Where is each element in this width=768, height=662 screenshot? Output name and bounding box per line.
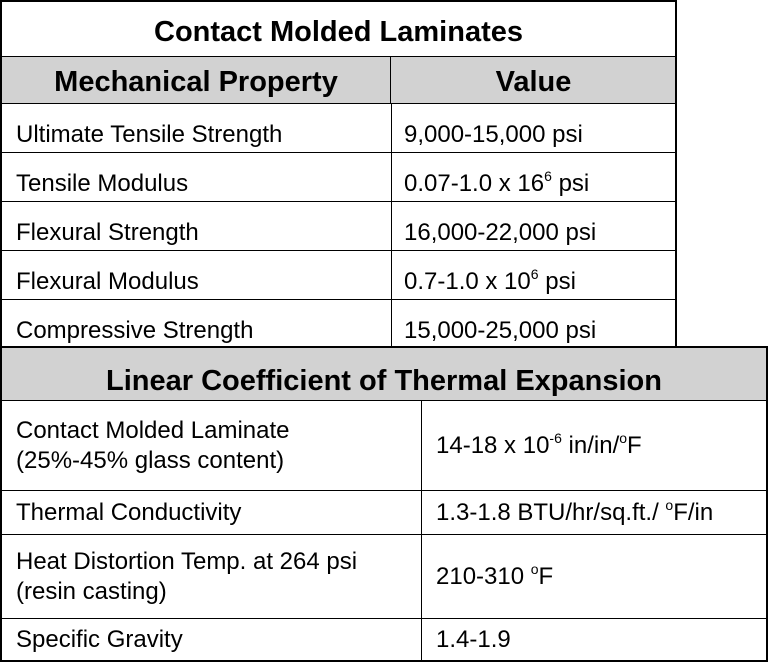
property-cell: Flexural Modulus: [2, 251, 392, 299]
table1-title: Contact Molded Laminates: [2, 2, 675, 57]
table-row: [2, 251, 675, 300]
value-cell: 9,000-15,000 psi: [404, 121, 583, 148]
table-row: [2, 619, 766, 660]
thermal-expansion-table: [0, 346, 768, 662]
table-row: [2, 104, 675, 153]
table-row: [2, 491, 766, 535]
property-cell: Contact Molded Laminate (25%-45% glass content): [2, 401, 422, 490]
table-row: [2, 401, 766, 491]
table-row: [2, 300, 675, 346]
header-mechanical-property: Mechanical Property: [2, 57, 391, 103]
table2-body: [2, 401, 766, 660]
property-cell: Ultimate Tensile Strength: [2, 104, 392, 152]
value-cell: 15,000-25,000 psi: [404, 317, 597, 344]
table1-header-row: [2, 57, 675, 104]
property-cell: Heat Distortion Temp. at 264 psi (resin casting): [2, 535, 422, 618]
table-row: [2, 153, 675, 202]
property-cell: Tensile Modulus: [2, 153, 392, 201]
mechanical-properties-table: [0, 0, 677, 348]
property-cell: Specific Gravity: [2, 619, 422, 660]
table-row: [2, 202, 675, 251]
property-cell: Flexural Strength: [2, 202, 392, 250]
property-cell: Thermal Conductivity: [2, 491, 422, 534]
header-value: Value: [495, 66, 572, 98]
value-cell: 14-18 x $10^{-6}$ in/in/$^o$F: [436, 429, 642, 459]
value-cell: 1.3-1.8 BTU/hr/sq.ft./ $^o$F/in: [436, 496, 714, 526]
value-cell: 16,000-22,000 psi: [404, 219, 597, 246]
value-cell: 0.07-1.0 x $16^6$ psi: [404, 168, 590, 197]
property-cell: Compressive Strength: [2, 300, 392, 346]
table2-title: Linear Coefficient of Thermal Expansion: [2, 348, 766, 401]
value-cell: 1.4-1.9: [436, 625, 511, 653]
table1-body: [2, 104, 675, 346]
table-row: [2, 535, 766, 619]
value-cell: 0.7-1.0 x $10^6$ psi: [404, 266, 576, 295]
value-cell: 210-310 $^o$F: [436, 560, 554, 590]
